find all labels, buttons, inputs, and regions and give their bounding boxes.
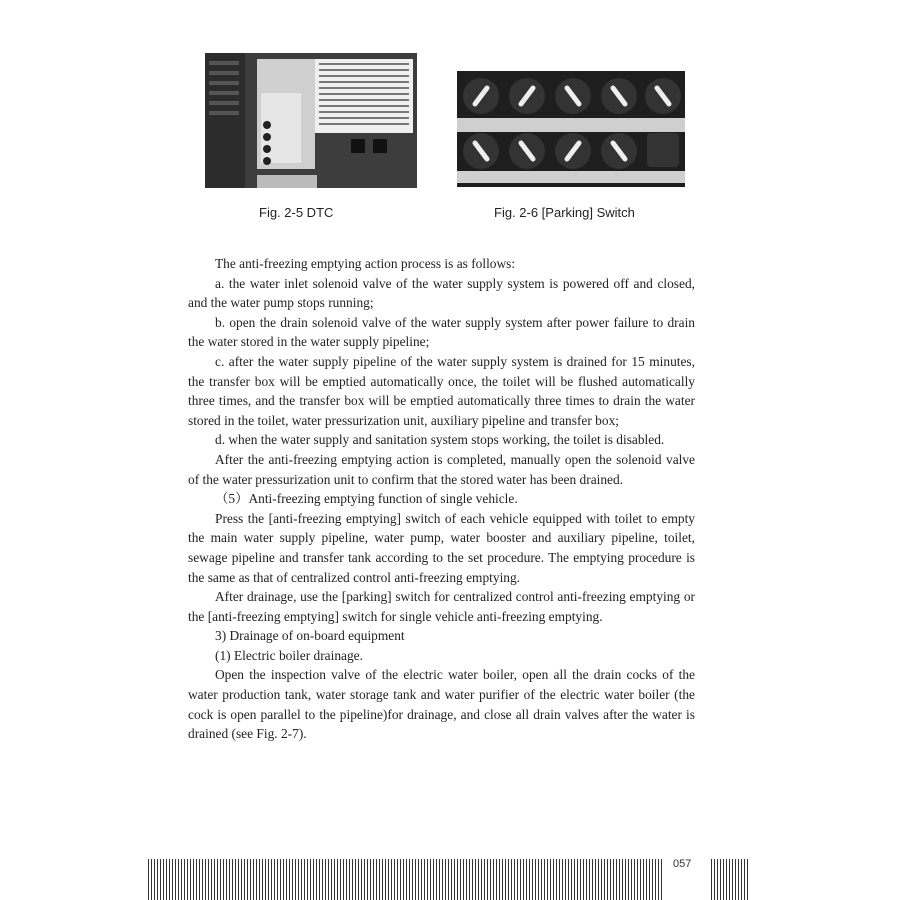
figure-caption-parking-switch: Fig. 2-6 [Parking] Switch xyxy=(494,205,635,220)
paragraph-step-c: c. after the water supply pipeline of the water supply system is drained for 15 minutes, the transfer box will be emptied automatically once, the toilet will be flushed automatically three times, and the transfer box will be emptied automatically three times to drain the water stored in the toilet, water pressurization unit, auxiliary pipeline and transfer box; xyxy=(188,353,695,428)
paragraph-step-d: d. when the water supply and sanitation system stops working, the toilet is disabled. xyxy=(215,432,665,448)
section-heading-single-vehicle: （5）Anti-freezing emptying function of single vehicle. xyxy=(215,491,518,507)
section-heading-onboard-drainage: 3) Drainage of on-board equipment xyxy=(215,628,405,644)
section-heading-boiler-drainage: (1) Electric boiler drainage. xyxy=(215,647,363,663)
paragraph-after-emptying: After the anti-freezing emptying action is completed, manually open the solenoid valve of the water pressurization unit to confirm that the stored water has been drained. xyxy=(188,451,695,487)
dtc-panel-illustration xyxy=(205,53,417,188)
paragraph-step-b: b. open the drain solenoid valve of the water supply system after power failure to drain the water stored in the water supply pipeline; xyxy=(188,314,695,350)
parking-switch-photo xyxy=(457,71,685,187)
footer-decorative-bars-right xyxy=(711,859,750,900)
paragraph-boiler-drainage: Open the inspection valve of the electric water boiler, open all the drain cocks of the water production tank, water storage tank and water purifier of the electric water boiler (the cock is open parallel to the pipeline)for drainage, and close all drain valves after the water is drained (see Fig. 2-7). xyxy=(188,667,695,742)
paragraph-step-a: a. the water inlet solenoid valve of the water supply system is powered off and closed, and the water pump stops running; xyxy=(188,275,695,311)
page-number: 057 xyxy=(673,858,692,870)
dtc-panel-photo xyxy=(205,53,417,188)
paragraph-after-drainage: After drainage, use the [parking] switch for centralized control anti-freezing emptying or the [anti-freezing emptying] switch for single vehicle anti-freezing emptying. xyxy=(188,589,695,624)
figure-caption-dtc: Fig. 2-5 DTC xyxy=(259,205,334,220)
paragraph-single-vehicle: Press the [anti-freezing emptying] switch of each vehicle equipped with toilet to empty the main water supply pipeline, water pump, water booster and auxiliary pipeline, toilet, sewage pipeline and transfer tank according to the set procedure. The emptying procedure is the same as that of centralized control anti-freezing emptying. xyxy=(188,510,695,585)
body-text xyxy=(188,254,695,744)
footer-decorative-bars xyxy=(148,859,662,900)
paragraph-intro: The anti-freezing emptying action process is as follows: xyxy=(215,256,516,271)
parking-switch-illustration xyxy=(457,71,685,187)
